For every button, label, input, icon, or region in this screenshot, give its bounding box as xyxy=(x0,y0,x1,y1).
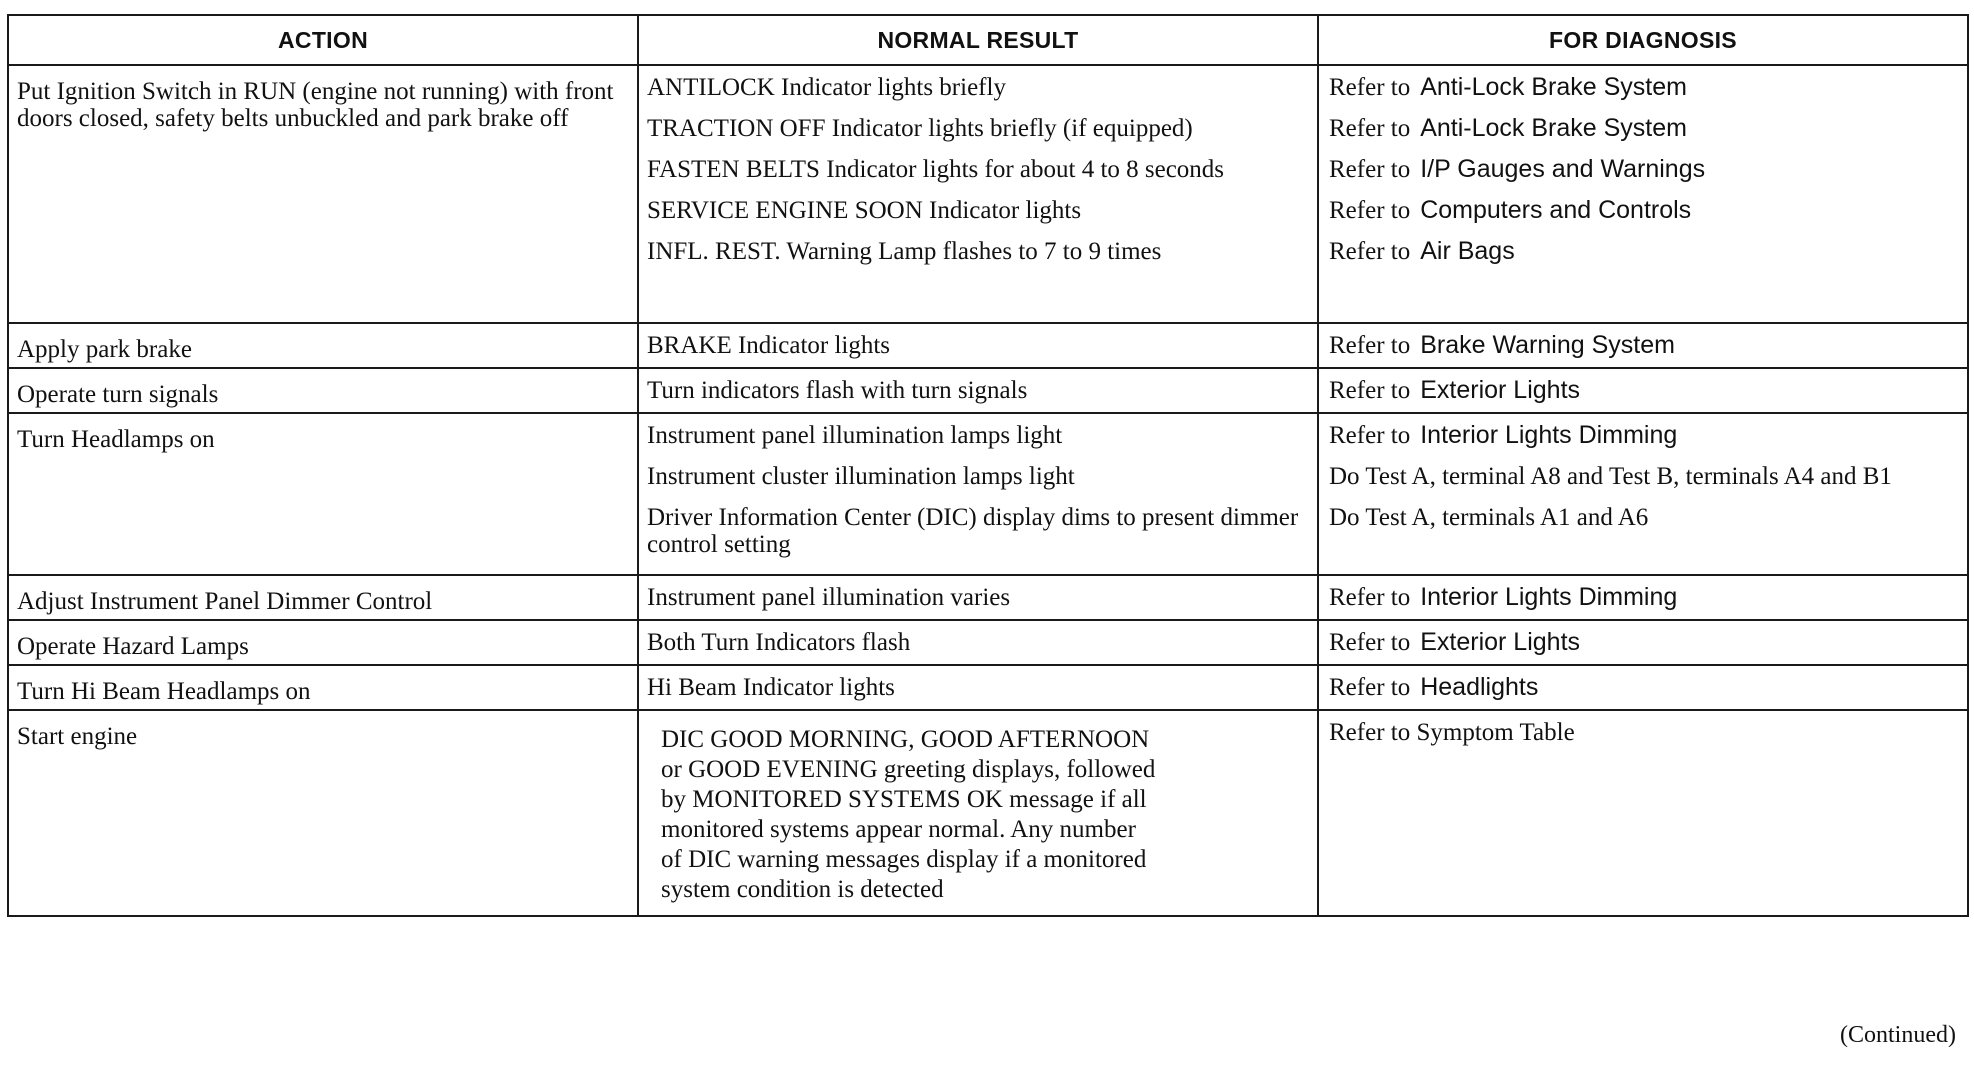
action-text: Operate turn signals xyxy=(17,381,219,408)
refer-to-label: Refer to xyxy=(1329,332,1411,359)
normal-result-text: FASTEN BELTS Indicator lights for about 4 to 8 seconds xyxy=(647,156,1225,183)
action-text: Turn Headlamps on xyxy=(17,426,215,453)
refer-to-label: Refer to xyxy=(1329,156,1411,183)
action-cell xyxy=(8,65,638,323)
diagnosis-reference: Interior Lights Dimming xyxy=(1420,421,1678,449)
normal-result-text: Instrument cluster illumination lamps light xyxy=(647,463,1075,490)
diagnosis-reference: Anti-Lock Brake System xyxy=(1420,73,1687,101)
action-cell xyxy=(8,413,638,575)
header-action: ACTION xyxy=(8,15,638,65)
diagnosis-entry xyxy=(1319,66,1967,107)
diagnosis-reference: Brake Warning System xyxy=(1420,331,1675,359)
diagnosis-entry xyxy=(1319,496,1967,537)
refer-to-label: Refer to xyxy=(1329,74,1411,101)
normal-result-cell xyxy=(638,575,1318,620)
normal-result-cell xyxy=(638,665,1318,710)
table-row xyxy=(8,413,1968,575)
normal-result-text: BRAKE Indicator lights xyxy=(647,332,891,359)
action-cell xyxy=(8,368,638,413)
diagnosis-reference: I/P Gauges and Warnings xyxy=(1420,155,1706,183)
diagnosis-entry xyxy=(1319,455,1967,496)
diagnosis-cell xyxy=(1318,323,1968,368)
diagnosis-entry xyxy=(1319,621,1967,662)
refer-to-label: Refer to xyxy=(1329,115,1411,142)
normal-result-cell xyxy=(638,413,1318,575)
diagnosis-cell xyxy=(1318,710,1968,916)
normal-result-text: ANTILOCK Indicator lights briefly xyxy=(647,74,1006,101)
refer-to-label: Refer to xyxy=(1329,674,1411,701)
header-for-diagnosis: FOR DIAGNOSIS xyxy=(1318,15,1968,65)
normal-result-text: Hi Beam Indicator lights xyxy=(647,674,895,701)
table-header xyxy=(8,15,1968,65)
diagnosis-text: Refer to Symptom Table xyxy=(1329,719,1575,746)
normal-result-cell xyxy=(638,65,1318,323)
action-cell xyxy=(8,665,638,710)
action-text: Adjust Instrument Panel Dimmer Control xyxy=(17,588,433,615)
normal-result-text: Instrument panel illumination varies xyxy=(647,584,1011,611)
action-text: Turn Hi Beam Headlamps on xyxy=(17,678,311,705)
refer-to-label: Refer to xyxy=(1329,377,1411,404)
diagnosis-cell xyxy=(1318,65,1968,323)
diagnosis-entry xyxy=(1319,189,1967,230)
diagnosis-entry xyxy=(1319,576,1967,617)
diagnosis-text: Do Test A, terminals A1 and A6 xyxy=(1329,504,1649,531)
diagnosis-reference: Interior Lights Dimming xyxy=(1420,583,1678,611)
refer-to-label: Refer to xyxy=(1329,584,1411,611)
diagnosis-reference: Anti-Lock Brake System xyxy=(1420,114,1687,142)
diagnosis-reference: Headlights xyxy=(1420,673,1539,701)
normal-result-text: INFL. REST. Warning Lamp flashes to 7 to 9 times xyxy=(647,238,1162,265)
action-text: Apply park brake xyxy=(17,336,192,363)
table-row xyxy=(8,575,1968,620)
diagnosis-cell xyxy=(1318,575,1968,620)
continued-note: (Continued) xyxy=(1840,1022,1956,1048)
diagnosis-cell xyxy=(1318,368,1968,413)
normal-result-text: TRACTION OFF Indicator lights briefly (if equipped) xyxy=(647,115,1193,142)
diagnosis-entry xyxy=(1319,107,1967,148)
action-cell xyxy=(8,620,638,665)
diagnosis-reference: Exterior Lights xyxy=(1420,628,1581,656)
normal-result-text: Instrument panel illumination lamps light xyxy=(647,422,1063,449)
table-row xyxy=(8,368,1968,413)
refer-to-label: Refer to xyxy=(1329,238,1411,265)
refer-to-label: Refer to xyxy=(1329,422,1411,449)
normal-result-text: SERVICE ENGINE SOON Indicator lights xyxy=(647,197,1082,224)
table-row xyxy=(8,665,1968,710)
refer-to-label: Refer to xyxy=(1329,629,1411,656)
table-row xyxy=(8,620,1968,665)
diagnosis-entry xyxy=(1319,666,1967,707)
action-text: Put Ignition Switch in RUN (engine not running) with front doors closed, safety belts unbuckled and park brake off xyxy=(17,78,614,132)
table-body xyxy=(8,65,1968,916)
diagnosis-entry xyxy=(1319,230,1967,271)
table-row xyxy=(8,65,1968,323)
normal-result-text: DIC GOOD MORNING, GOOD AFTERNOON or GOOD EVENING greeting displays, followed by MONITORED SYSTEMS OK message if all monitored systems appear normal. Any number of DIC warning messages display if a monitored system condition is detected xyxy=(661,726,1156,903)
diagnosis-reference: Air Bags xyxy=(1420,237,1515,265)
action-text: Start engine xyxy=(17,723,138,750)
header-row xyxy=(8,15,1968,65)
diagnosis-cell xyxy=(1318,665,1968,710)
refer-to-label: Refer to xyxy=(1329,197,1411,224)
normal-result-cell xyxy=(638,368,1318,413)
diagnosis-entry xyxy=(1319,324,1967,365)
diagnosis-entry xyxy=(1319,148,1967,189)
action-cell xyxy=(8,323,638,368)
action-cell xyxy=(8,575,638,620)
diagnosis-reference: Computers and Controls xyxy=(1420,196,1692,224)
diagnosis-cell xyxy=(1318,620,1968,665)
diagnosis-entry xyxy=(1319,369,1967,410)
diagnosis-entry xyxy=(1319,711,1967,752)
normal-result-text: Turn indicators flash with turn signals xyxy=(647,377,1028,404)
diagnosis-table xyxy=(7,14,1969,917)
diagnosis-entry xyxy=(1319,414,1967,455)
normal-result-text: Both Turn Indicators flash xyxy=(647,629,911,656)
normal-result-cell xyxy=(638,323,1318,368)
diagnosis-cell xyxy=(1318,413,1968,575)
normal-result-cell xyxy=(638,620,1318,665)
action-cell xyxy=(8,710,638,916)
diagnosis-reference: Exterior Lights xyxy=(1420,376,1581,404)
table-row xyxy=(8,323,1968,368)
table-row xyxy=(8,710,1968,916)
action-text: Operate Hazard Lamps xyxy=(17,633,249,660)
normal-result-text: Driver Information Center (DIC) display dims to present dimmer control setting xyxy=(647,504,1299,558)
normal-result-cell xyxy=(638,710,1318,916)
diagnosis-text: Do Test A, terminal A8 and Test B, terminals A4 and B1 xyxy=(1329,463,1892,490)
header-normal-result: NORMAL RESULT xyxy=(638,15,1318,65)
